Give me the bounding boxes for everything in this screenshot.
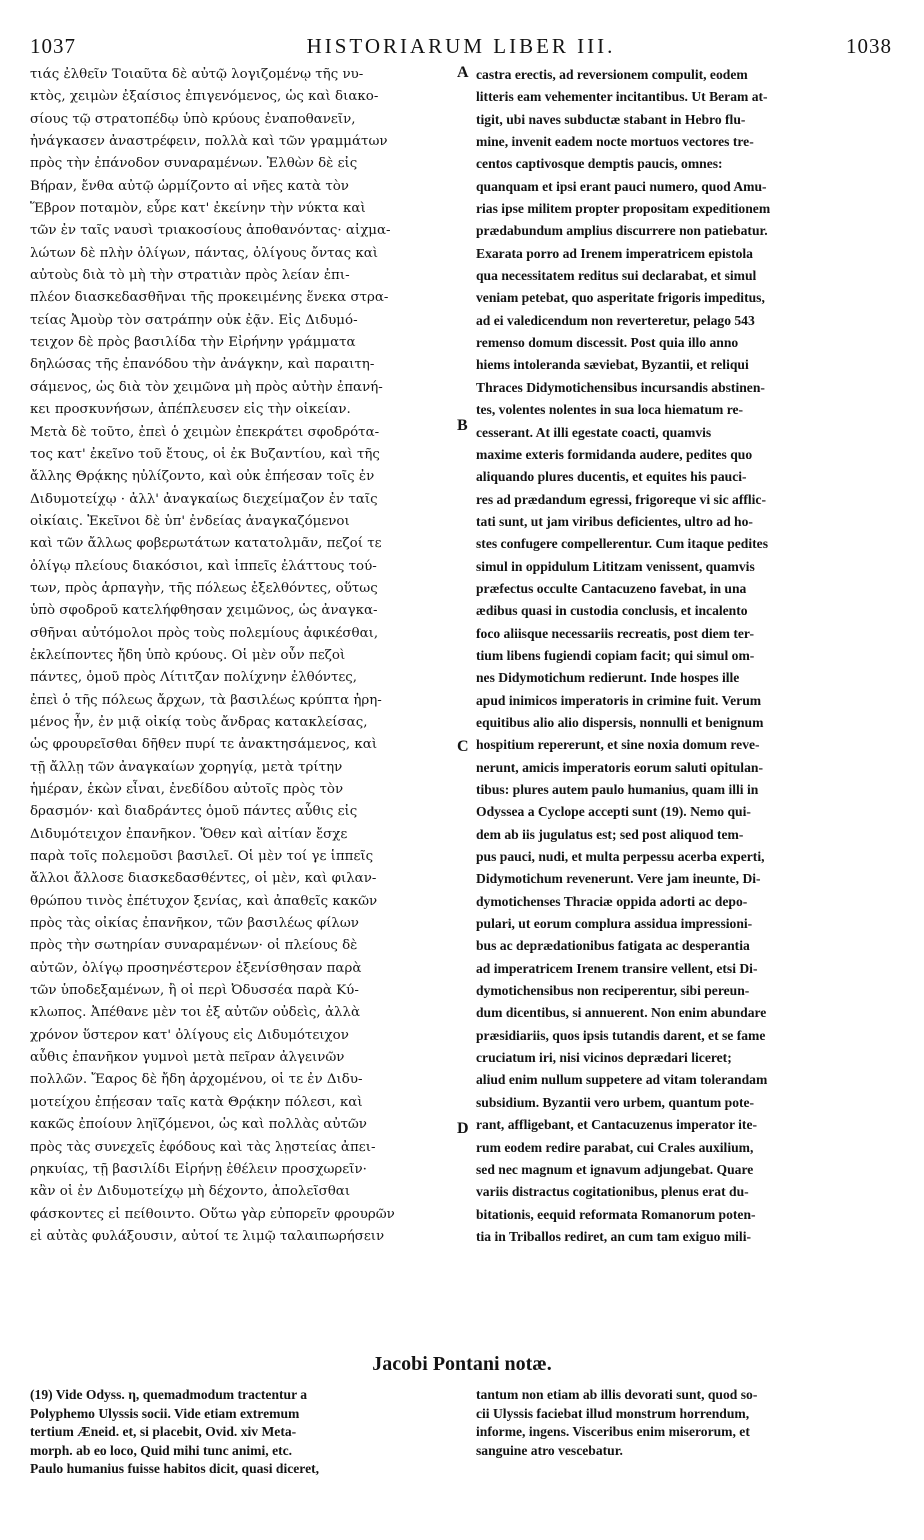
greek-text-line: ἐκλείποντες ἤδη ὑπὸ κρύους. Οἱ μὲν οὖν πεζοὶ [30,647,346,663]
margin-marker-c: C [457,738,469,755]
latin-text-line: variis distractus cogitationibus, plenus erat du- [476,1184,749,1200]
latin-text-line: stes confugere compellerentur. Cum itaque pedites [476,536,768,552]
greek-text-line: οἰκίαις. Ἐκεῖνοι δὲ ὑπ' ἐνδείας ἀναγκαζόμενοι [30,513,350,529]
greek-text-line: καὶ τῶν ἄλλως φοβερωτάτων κατατολμᾶν, πεζοί τε [30,536,382,552]
greek-text-line: ἄλλης Θρᾴκης ηὐλίζοντο, καὶ οὐκ ἐπήεσαν τοῖς ἐν [30,469,375,485]
latin-text-line: tigit, ubi naves subductæ stabant in Hebro flu- [476,111,746,127]
latin-text-line: nes Didymotichum redierunt. Inde hospes ille [476,670,740,686]
note-line: sanguine atro vescebatur. [476,1442,623,1458]
note-line: tertium Æneid. et, si placebit, Ovid. xiv Meta- [30,1424,297,1440]
greek-text-column [30,64,462,1248]
latin-text-line: litteris eam vehementer incitantibus. Ut Beram at- [476,89,768,105]
latin-text-line: dymotichenses Thraciæ oppida adorti ac depo- [476,893,748,909]
latin-text-line: hospitium repererunt, et sine noxia domum reve- [476,737,760,753]
notes-left-column [30,1386,450,1479]
note-line: informe, ingens. Visceribus enim miserorum, et [476,1424,750,1440]
latin-text-line: castra erectis, ad reversionem compulit, eodem [476,67,748,82]
greek-text-line: δηλώσας τῆς ἐπανόδου τὴν ἀνάγκην, καὶ παραιτη- [30,357,375,373]
greek-text-line: χρόνον ὕστερον κατ' ὀλίγους εἰς Διδυμότειχον [30,1027,349,1043]
latin-text-line: mine, invenit eadem nocte mortuos vectores tre- [476,134,754,150]
latin-text-line: ad ei valedicendum non reverteretur, pelago 543 [476,312,755,328]
latin-text-line: dymotichensibus non reciperentur, sibi pereun- [476,983,750,999]
greek-text-line: πλέον διασκεδασθῆναι τῆς προκειμένης ἕνεκα στρα- [30,290,389,306]
note-line: (19) Vide Odyss. η, quemadmodum tractentur a [30,1387,308,1402]
greek-text-line: ὀλίγῳ πλείους διακόσιοι, καὶ ἱππεῖς ἐλάττους τού- [30,558,377,574]
latin-text-line: tia in Triballos rediret, an cum tam exiguo mili- [476,1228,752,1244]
margin-marker-b: B [457,417,468,434]
note-line: Polyphemo Ulyssis socii. Vide etiam extremum [30,1405,300,1421]
greek-text-line: πρὸς τὰς συνεχεῖς ἐφόδους καὶ τὰς λῃστείας ἀπει- [30,1139,376,1155]
latin-text-line: res ad prædandum egressi, frigoreque vi sic afflic- [476,491,766,507]
greek-text-line: τῇ ἄλλῃ τῶν ἀναγκαίων χορηγίᾳ, μετὰ τρίτην [30,759,343,775]
greek-text-line: κακῶς ἐποίουν ληϊζόμενοι, ὡς καὶ πολλὰς αὐτῶν [30,1117,367,1133]
latin-text-line: rum eodem redire parabat, cui Crales auxilium, [476,1139,754,1155]
latin-text-line: simul in oppidulum Lititzam venissent, quamvis [476,558,755,574]
latin-text-line: cruciatum iri, nisi vicinos deprædari liceret; [476,1050,732,1066]
latin-text-line: Didymotichum revenerunt. Vere jam ineunte, Di- [476,871,761,887]
note-line: Paulo humanius fuisse habitos dicit, quasi diceret, [30,1461,320,1477]
latin-text-line: dem ab iis jugulatus est; sed post aliquod tem- [476,826,744,842]
greek-text-line: τιάς ἐλθεῖν Τοιαῦτα δὲ αὐτῷ λογιζομένῳ τῆς νυ- [30,67,364,82]
greek-text-line: Βήραν, ἔνθα αὐτῷ ὡρμίζοντο αἱ νῆες κατὰ τὸν [30,178,349,194]
greek-text-line: ὑπὸ σφοδροῦ κατελήφθησαν χειμῶνος, ὡς ἀναγκα- [30,603,378,619]
left-page-number: 1037 [30,34,76,58]
latin-text-line: equitibus alio alio dispersis, nonnulli et benignum [476,714,764,730]
latin-text-line: quanquam et ipsi erant pauci numero, quod Amu- [476,178,767,194]
latin-text-line: dum dicentibus, si annuerent. Non enim abundare [476,1005,767,1021]
greek-text-line: αὐτῶν, ὀλίγῳ προσηνέστερον ἐξενίσθησαν παρὰ [30,960,362,976]
latin-text-line: Exarata porro ad Irenem imperatricem epistola [476,245,753,261]
greek-text-line: κἂν οἱ ἐν Διδυμοτείχῳ μὴ δέχοντο, ἀπολεῖσθαι [30,1184,351,1200]
latin-text-line: bitationis, eequid reformata Romanorum poten- [476,1206,756,1222]
latin-text-line: remenso domum discessit. Post quia illo anno [476,335,739,351]
latin-text-line: rant, affligebant, et Cantacuzenus imperator ite- [476,1117,758,1133]
greek-text-line: πρὸς τὴν ἐπάνοδον συναραμένων. Ἐλθὼν δὲ εἰς [30,156,358,172]
greek-text-line: τος κατ' ἐκεῖνο τοῦ ἔτους, οἱ ἐκ Βυζαντίου, καὶ τῆς [30,446,380,462]
greek-text-line: Μετὰ δὲ τοῦτο, ἐπεὶ ὁ χειμὼν ἐπεκράτει σφοδρότα- [30,424,380,440]
greek-text-line: αὐτοὺς διὰ τὸ μὴ τὴν στρατιὰν πρὸς λείαν ἐπι- [30,268,350,284]
greek-text-line: εἰ αὐτὰς φυλάξουσιν, αὐτοί τε λιμῷ ταλαιπωρήσειν [30,1228,385,1244]
greek-text-line: δρασμόν· καὶ διαδράντες ὁμοῦ πάντες αὖθις εἰς [30,804,358,820]
greek-text-line: ἐπεὶ ὁ τῆς πόλεως ἄρχων, τὰ βασιλέως κρύπτα ἠρη- [30,692,382,708]
greek-text-line: ρηκυίας, τῇ βασιλίδι Εἰρήνῃ ἐθέλειν προσχωρεῖν· [30,1161,367,1177]
running-title: HISTORIARUM LIBER III. [306,34,616,58]
latin-text-line: apud inimicos imperatoris in crimine fuit. Verum [476,692,762,708]
greek-text-line: κτὸς, χειμὼν ἐξαίσιος ἐπιγενόμενος, ὡς καὶ διακο- [30,89,379,105]
margin-marker-a: A [457,64,469,81]
greek-text-line: πάντες, ὁμοῦ πρὸς Λίτιτζαν πολίχνην ἐλθόντες, [30,670,358,686]
greek-text-line: ἡμέραν, ἑκὼν εἶναι, ἐνεδίδου αὐτοῖς πρὸς τὸν [30,782,344,797]
greek-text-line: τειχον δὲ πρὸς βασιλίδα τὴν Εἰρήνην γράμματα [30,335,356,351]
greek-text-line: πρὸς τὴν σωτηρίαν συναραμένων· οἱ πλείους δὲ [30,938,358,954]
greek-text-line: σάμενος, ὡς διὰ τὸν χειμῶνα μὴ πρὸς αὐτὴν ἐπανή- [30,379,383,395]
greek-text-line: Ἕβρον ποταμὸν, εὗρε κατ' ἐκείνην τὴν νύκτα καὶ [30,201,366,217]
greek-text-line: λώτων δὲ πλὴν ὀλίγων, πάντας, ὀλίγους ὄντας καὶ [30,245,378,261]
latin-text-line: nerunt, amicis imperatoris eorum saluti opitulan- [476,759,763,775]
latin-text-line: præfectus occulte Cantacuzeno favebat, in una [476,580,747,596]
greek-text-line: τῶν ἐν ταῖς ναυσὶ τριακοσίους ἀποθανόντας· αἰχμα- [30,223,391,239]
latin-text-line: tati sunt, ut jam viribus deficientes, ultro ad ho- [476,513,753,529]
latin-text-line: sed nec magnum et ignavum adjungebat. Quare [476,1161,754,1177]
latin-text-line: Thraces Didymotichensibus incursandis abstinen- [476,379,765,395]
greek-text-line: μοτείχου ἐπῄεσαν ταῖς κατὰ Θρᾴκην πόλεσι, καὶ [30,1094,363,1110]
margin-marker-d: D [457,1120,469,1137]
greek-text-line: κλωπος. Ἀπέθανε μὲν τοι ἐξ αὐτῶν οὐδεὶς, ἀλλὰ [30,1005,361,1021]
latin-text-line: Odyssea a Cyclope accepti sunt (19). Nemo qui- [476,804,751,820]
greek-text-line: φάσκοντες εἰ πείθοιντο. Οὕτω γὰρ εὐπορεῖν φρουρῶν [30,1206,395,1222]
note-line: cii Ulyssis faciebat illud monstrum horrendum, [476,1405,750,1421]
notes-heading: Jacobi Pontani notæ. [372,1353,552,1375]
greek-text-line: ἠνάγκασεν ἀναστρέφειν, πολλὰ καὶ τῶν γραμμάτων [30,134,388,150]
greek-text-line: Διδυμοτείχῳ · ἀλλ' ἀναγκαίως διεχείμαζον ἐν ταῖς [30,491,378,507]
latin-text-line: præsidiariis, quos ipsis tutandis darent, et se fame [476,1027,766,1043]
latin-text-line: pulari, ut eorum complura assidua impressioni- [476,916,753,932]
latin-text-column [476,64,894,1248]
latin-text-line: aliud enim nullum suppetere ad vitam tolerandam [476,1072,768,1088]
latin-text-line: maxime exteris formidanda audere, pedites quo [476,446,753,462]
greek-text-line: κει προσκυνήσων, ἀπέπλευσεν εἰς τὴν οἰκείαν. [30,402,351,418]
latin-text-line: tibus: plures autem paulo humanius, quam illi in [476,782,759,797]
latin-text-line: qua necessitatem reditus sui declarabat, et simul [476,268,757,284]
right-page-number: 1038 [846,34,892,58]
latin-text-line: aliquando plures ducentis, et equites his pauci- [476,469,747,485]
note-line: morph. ab eo loco, Quid mihi tunc animi, etc. [30,1442,293,1458]
greek-text-line: Διδυμότειχον ἐπανῆκον. Ὅθεν καὶ αἰτίαν ἔσχε [30,826,348,842]
latin-text-line: ad imperatricem Irenem transire vellent, etsi Di- [476,960,758,976]
latin-text-line: prædabundum amplius discurrere non patiebatur. [476,223,768,239]
greek-text-line: θρώπου τινὸς ἐπέτυχον ξενίας, καὶ ἀπαθεῖς κακῶν [30,893,378,909]
greek-text-line: αὖθις ἐπανῆκον γυμνοὶ μετὰ πεῖραν ἀλγεινῶν [30,1050,345,1066]
note-line: tantum non etiam ab illis devorati sunt, quod so- [476,1387,758,1402]
latin-text-line: bus ac deprædationibus fatigata ac desperantia [476,938,750,954]
greek-text-line: τείας Ἀμοὺρ τὸν σατράπην οὐκ ἐᾷν. Εἰς Διδυμό- [30,312,358,328]
running-header [30,34,892,64]
latin-text-line: foco aliisque necessariis recreatis, post diem ter- [476,625,754,641]
greek-text-line: ὡς φρουρεῖσθαι δῆθεν πυρί τε ἀνακτησάμενος, καὶ [30,737,378,753]
greek-text-line: των, πρὸς ἁρπαγὴν, τῆς πόλεως ἐξελθόντες, οὕτως [30,580,378,596]
latin-text-line: centos captivosque demptis paucis, omnes: [476,156,723,172]
latin-text-line: tes, volentes nolentes in sua loca hiematum re- [476,402,744,418]
latin-text-line: hiems intoleranda sæviebat, Byzantii, et reliqui [476,357,749,373]
greek-text-line: τῶν ὑποδεξαμένων, ἢ οἱ περὶ Ὀδυσσέα παρὰ Κύ- [30,983,359,999]
greek-text-line: ἄλλοι ἄλλοσε διασκεδασθέντες, οἱ μὲν, καὶ φιλαν- [30,871,377,887]
greek-text-line: σθῆναι αὐτόμολοι πρὸς τοὺς πολεμίους ἀφικέσθαι, [30,625,379,641]
latin-text-line: subsidium. Byzantii vero urbem, quantum pote- [476,1094,755,1110]
latin-text-line: rias ipse militem propter propositam expeditionem [476,201,771,217]
greek-text-line: μένος ἦν, ἐν μιᾷ οἰκίᾳ τοὺς ἄνδρας κατακλείσας, [30,714,368,730]
latin-text-line: tium libens fugiendi copiam facit; qui simul om- [476,647,755,663]
greek-text-line: πολλῶν. Ἔαρος δὲ ἤδη ἀρχομένου, οἱ τε ἐν Διδυ- [30,1072,363,1088]
latin-text-line: veniam petebat, quo asperitate frigoris impeditus, [476,290,765,306]
greek-text-line: σίους τῷ στρατοπέδῳ ὑπὸ κρύους ἐναποθανεῖν, [30,111,356,127]
greek-text-line: παρὰ τοῖς πολεμοῦσι βασιλεῖ. Οἱ μὲν τοί γε ἱππεῖς [30,849,374,865]
latin-text-line: cesserant. At illi egestate coacti, quamvis [476,424,712,440]
latin-text-line: pus pauci, nudi, et multa perpessu acerba experti, [476,849,765,865]
latin-text-line: ædibus quasi in custodia conclusis, et incalento [476,603,748,619]
notes-right-column [476,1386,894,1460]
greek-text-line: πρὸς τὰς οἰκίας ἐπανῆκον, τῶν βασιλέως φίλων [30,916,359,932]
